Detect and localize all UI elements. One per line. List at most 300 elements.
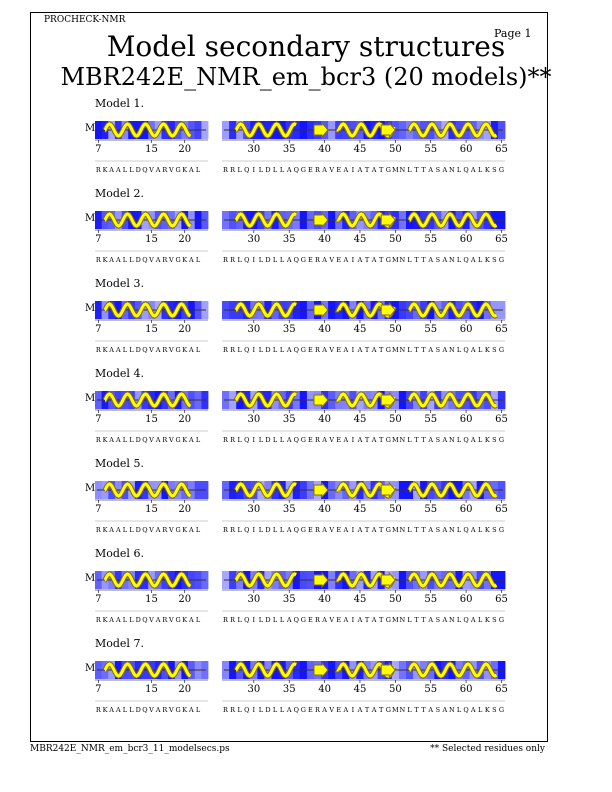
sequence-letter: A [343,526,349,534]
sequence-letter: L [407,616,412,624]
sequence-letter: A [322,166,327,174]
sequence-letter: T [414,526,419,534]
sequence-letter: S [492,436,497,444]
sequence-letter: R [315,526,320,534]
sequence-letter: A [286,166,292,174]
sequence-letter: A [115,526,121,534]
sequence-letter: A [189,346,194,354]
sequence-letter: Q [293,256,299,264]
sequence-letter: T [421,256,426,264]
sequence-letter: I [351,616,355,624]
sequence-letter: V [149,436,154,444]
tick-label: 7 [95,684,102,695]
sequence-letter: R [162,616,168,624]
sequence-letter: L [129,706,134,714]
tick-label: 20 [178,234,192,245]
sequence-letter: L [258,256,264,264]
sequence-letter: Q [142,436,148,444]
sequence-letter: R [230,256,236,264]
sequence-letter: K [182,436,188,444]
sequence-letter: A [428,436,434,444]
sequence-letter: L [272,166,278,174]
sequence-letter: E [336,706,342,714]
tick-label: 50 [388,324,402,335]
sequence-letter: A [189,436,194,444]
sequence-letter: Q [293,526,299,534]
sequence-letter: L [195,256,201,264]
tick-label: 30 [247,684,261,695]
sequence-letter: A [109,706,114,714]
sequence-letter: A [357,166,363,174]
sequence-letter: N [399,346,406,354]
sequence-letter: R [230,526,236,534]
sequence-letter: A [428,616,434,624]
sequence-letter: A [470,616,476,624]
tick-label: 60 [459,414,473,425]
tick-label: 7 [95,234,102,245]
sequence-letter: S [435,166,441,174]
sequence-letter: A [155,256,161,264]
sequence-letter: Q [244,166,250,174]
footer-filename: MBR242E_NMR_em_bcr3_11_modelsecs.ps [30,744,230,754]
tick-label: 40 [318,684,331,695]
sequence-letter: G [175,526,181,534]
tick-label: 55 [424,504,438,515]
sequence-letter: K [484,166,490,174]
tick-label: 50 [388,684,402,695]
tick-label: 60 [459,684,473,695]
page-title: Model secondary structures [106,30,506,63]
tick-label: 15 [145,504,158,515]
sequence-letter: L [272,526,278,534]
tick-label: 60 [459,594,473,605]
sequence-letter: T [414,256,419,264]
sequence-letter: T [364,436,370,444]
sequence-letter: I [351,706,355,714]
sequence-letter: L [129,166,134,174]
tick-label: 60 [459,234,473,245]
sequence-letter: A [155,526,161,534]
model-marker: M [85,123,96,134]
tick-label: 35 [282,324,296,335]
sequence-letter: E [336,166,342,174]
sequence-letter: Q [142,616,148,624]
sequence-letter: A [442,166,448,174]
tick-label: 35 [282,684,296,695]
tick-label: 45 [353,594,367,605]
model-marker: M [85,573,96,584]
model-marker: M [85,393,96,404]
sequence-letter: K [102,616,108,624]
sequence-letter: E [308,436,313,444]
sequence-letter: Q [142,166,148,174]
sequence-letter: L [279,706,285,714]
sequence-letter: Q [463,436,469,444]
sequence-letter: G [385,436,391,444]
model-label: Model 5. [95,457,144,470]
tick-label: 30 [247,414,261,425]
sequence-letter: S [435,346,441,354]
sequence-letter: Q [293,346,299,354]
tick-label: 50 [388,504,402,515]
sequence-letter: T [414,616,419,624]
model-label: Model 2. [95,187,144,200]
sequence-letter: A [343,166,349,174]
sequence-letter: D [265,706,271,714]
sequence-letter: G [385,256,391,264]
sequence-letter: M [391,346,399,354]
sequence-letter: A [189,706,194,714]
sequence-letter: A [109,166,114,174]
tick-label: 55 [424,324,438,335]
sequence-letter: A [442,526,448,534]
sequence-letter: R [95,526,101,534]
model-marker: M [85,303,96,314]
sequence-letter: A [115,436,121,444]
sequence-letter: G [300,616,307,624]
sequence-letter: L [456,166,462,174]
sequence-letter: A [442,256,448,264]
sequence-letter: L [279,346,285,354]
sequence-letter: L [129,616,134,624]
sequence-letter: D [135,256,141,264]
sequence-letter: L [237,256,242,264]
model-marker: M [85,663,96,674]
sequence-letter: I [252,616,256,624]
tick-label: 30 [247,504,261,515]
sequence-letter: G [498,706,505,714]
sequence-letter: E [308,256,313,264]
sequence-letter: S [435,436,441,444]
sequence-letter: Q [463,166,469,174]
sequence-letter: T [364,166,370,174]
sequence-letter: L [272,256,278,264]
sequence-letter: M [391,436,399,444]
sequence-letter: R [315,166,320,174]
sequence-letter: E [308,706,313,714]
sequence-letter: L [258,526,264,534]
sequence-letter: T [421,526,426,534]
sequence-letter: R [315,346,320,354]
sequence-letter: L [478,166,483,174]
tick-label: 50 [388,234,402,245]
sequence-letter: A [109,616,114,624]
sequence-letter: V [169,256,174,264]
tick-label: 7 [95,414,102,425]
sequence-letter: A [371,616,377,624]
sequence-letter: T [421,436,426,444]
sequence-letter: A [189,526,194,534]
sequence-letter: M [391,526,399,534]
sequence-letter: V [329,346,335,354]
sequence-letter: S [435,526,441,534]
sequence-letter: A [470,346,476,354]
model-marker: M [85,213,96,224]
sequence-letter: R [95,346,101,354]
tick-label: 15 [145,144,158,155]
sequence-letter: V [149,706,154,714]
sequence-letter: G [498,256,505,264]
sequence-letter: L [478,436,483,444]
sequence-letter: D [135,166,141,174]
sequence-letter: L [237,436,242,444]
sequence-letter: G [498,436,505,444]
sequence-letter: V [169,526,174,534]
sequence-letter: I [252,166,256,174]
sequence-letter: K [484,616,490,624]
sequence-letter: D [265,616,271,624]
tick-label: 40 [318,144,331,155]
sequence-letter: T [379,616,384,624]
sequence-letter: L [237,616,242,624]
sequence-letter: G [300,436,307,444]
sequence-letter: M [391,256,399,264]
sequence-letter: N [449,706,455,714]
tick-label: 7 [95,594,102,605]
sequence-letter: L [195,706,201,714]
sequence-letter: T [364,526,370,534]
model-label: Model 1. [95,97,144,110]
sequence-letter: A [286,616,292,624]
model-label: Model 3. [95,277,144,290]
sequence-letter: A [343,616,349,624]
sequence-letter: S [492,256,497,264]
sequence-letter: L [129,436,134,444]
sequence-letter: A [109,346,114,354]
tick-label: 65 [495,594,508,605]
sequence-letter: T [379,706,384,714]
sequence-letter: K [484,346,490,354]
tick-label: 60 [459,504,473,515]
sequence-letter: R [315,706,320,714]
sequence-letter: K [484,706,490,714]
sequence-letter: L [456,346,462,354]
tick-label: 50 [388,144,402,155]
sequence-letter: A [470,166,476,174]
sequence-letter: G [300,706,307,714]
sequence-letter: R [95,706,101,714]
sequence-letter: V [169,616,174,624]
sequence-letter: G [385,346,391,354]
sequence-letter: L [122,616,128,624]
footer-note: ** Selected residues only [430,744,545,754]
sequence-letter: L [272,346,278,354]
sequence-letter: A [189,256,194,264]
sequence-letter: A [357,616,363,624]
sequence-letter: A [371,706,377,714]
sequence-letter: L [122,526,128,534]
program-name: PROCHECK-NMR [44,15,126,25]
sequence-letter: D [135,526,141,534]
sequence-letter: N [399,616,406,624]
sequence-letter: R [315,256,320,264]
sequence-letter: A [343,256,349,264]
sequence-letter: T [421,346,426,354]
tick-label: 35 [282,594,296,605]
sequence-letter: A [322,526,327,534]
sequence-letter: K [484,526,490,534]
sequence-letter: K [102,256,108,264]
tick-label: 40 [318,234,331,245]
sequence-letter: R [95,616,101,624]
sequence-letter: I [351,526,355,534]
sequence-letter: L [258,706,264,714]
sequence-letter: Q [293,436,299,444]
tick-label: 15 [145,234,158,245]
sequence-letter: Q [293,616,299,624]
sequence-letter: A [155,616,161,624]
sequence-letter: T [364,256,370,264]
sequence-letter: T [364,706,370,714]
sequence-letter: A [109,526,114,534]
sequence-letter: L [456,526,462,534]
sequence-letter: D [265,526,271,534]
tick-label: 65 [495,144,508,155]
sequence-letter: Q [244,616,250,624]
sequence-letter: L [279,526,285,534]
model-label: Model 7. [95,637,144,650]
sequence-letter: R [315,436,320,444]
sequence-letter: L [279,256,285,264]
sequence-letter: Q [463,346,469,354]
sequence-letter: A [428,526,434,534]
sequence-letter: L [195,436,201,444]
tick-label: 45 [353,684,367,695]
sequence-letter: Q [463,526,469,534]
sequence-letter: L [129,256,134,264]
sequence-letter: L [122,256,128,264]
tick-label: 35 [282,504,296,515]
sequence-letter: R [230,346,236,354]
sequence-letter: V [329,526,335,534]
sequence-letter: N [449,436,455,444]
tick-label: 45 [353,324,367,335]
sequence-letter: I [252,706,256,714]
sequence-letter: K [182,256,188,264]
tick-label: 30 [247,144,261,155]
sequence-letter: T [414,436,419,444]
tick-label: 40 [318,324,331,335]
tick-label: 35 [282,144,296,155]
sequence-letter: L [122,436,128,444]
sequence-letter: T [421,706,426,714]
sequence-letter: A [442,706,448,714]
tick-label: 55 [424,594,438,605]
sequence-letter: Q [463,256,469,264]
tick-label: 20 [178,684,192,695]
sequence-letter: A [371,166,377,174]
sequence-letter: K [102,706,108,714]
sequence-letter: N [449,256,455,264]
sequence-letter: R [223,616,228,624]
sequence-letter: L [272,616,278,624]
tick-label: 20 [178,594,192,605]
tick-label: 65 [495,234,508,245]
tick-label: 35 [282,234,296,245]
tick-label: 60 [459,144,473,155]
sequence-letter: A [322,706,327,714]
sequence-letter: Q [142,256,148,264]
sequence-letter: E [336,256,342,264]
sequence-letter: Q [244,346,250,354]
sequence-letter: K [182,616,188,624]
sequence-letter: L [122,166,128,174]
sequence-letter: Q [293,166,299,174]
sequence-letter: K [182,526,188,534]
sequence-letter: Q [463,616,469,624]
sequence-letter: V [169,436,174,444]
tick-label: 40 [318,594,331,605]
sequence-letter: R [230,616,236,624]
sequence-letter: G [175,616,181,624]
sequence-letter: A [343,346,349,354]
sequence-letter: V [169,706,174,714]
sequence-letter: R [162,436,168,444]
sequence-letter: L [237,706,242,714]
tick-label: 55 [424,234,438,245]
sequence-letter: Q [142,526,148,534]
sequence-letter: A [155,166,161,174]
sequence-letter: L [258,166,264,174]
sequence-letter: S [435,616,441,624]
sequence-letter: V [329,706,335,714]
sequence-letter: V [149,256,154,264]
sequence-letter: L [279,616,285,624]
sequence-letter: V [149,616,154,624]
sequence-letter: I [252,526,256,534]
sequence-letter: M [391,616,399,624]
sequence-letter: L [258,616,264,624]
tick-label: 35 [282,414,296,425]
sequence-letter: G [175,436,181,444]
sequence-letter: L [456,706,462,714]
page-number: Page 1 [494,27,532,40]
sequence-letter: Q [293,706,299,714]
sequence-letter: L [195,526,201,534]
sequence-letter: D [135,616,141,624]
sequence-letter: A [470,436,476,444]
sequence-letter: T [364,346,370,354]
tick-label: 20 [178,324,192,335]
sequence-letter: S [492,166,497,174]
sequence-letter: M [391,706,399,714]
sequence-letter: K [102,166,108,174]
sequence-letter: Q [463,706,469,714]
sequence-letter: V [149,526,154,534]
sequence-letter: A [357,706,363,714]
sequence-letter: T [379,166,384,174]
tick-label: 30 [247,594,261,605]
model-marker: M [85,483,96,494]
sequence-letter: G [498,346,505,354]
sequence-letter: L [456,256,462,264]
sequence-letter: G [385,166,391,174]
sequence-letter: I [252,346,256,354]
sequence-letter: A [115,166,121,174]
sequence-letter: A [371,436,377,444]
tick-label: 30 [247,234,261,245]
sequence-letter: T [379,256,384,264]
sequence-letter: R [162,706,168,714]
sequence-letter: A [442,616,448,624]
tick-label: 7 [95,324,102,335]
sequence-letter: L [478,616,483,624]
sequence-letter: A [357,256,363,264]
sequence-letter: A [343,436,349,444]
sequence-letter: L [407,166,412,174]
sequence-letter: T [379,526,384,534]
sequence-letter: L [237,526,242,534]
